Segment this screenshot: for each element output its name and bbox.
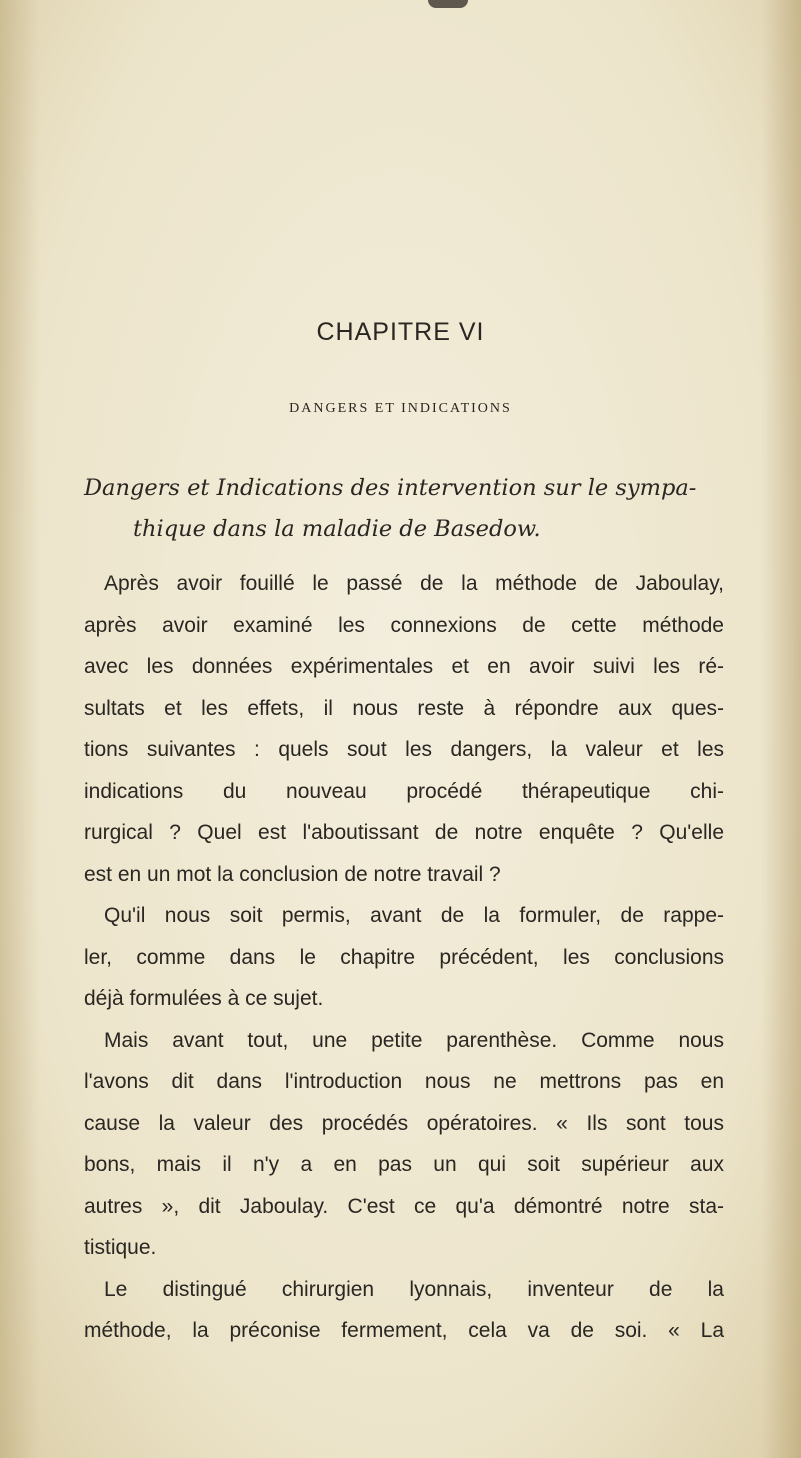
paragraph bbox=[84, 1269, 724, 1352]
text-line: est en un mot la conclusion de notre travail ? bbox=[84, 862, 501, 886]
text-line: après avoir examiné les connexions de cette méthode bbox=[84, 613, 724, 637]
body-text bbox=[84, 563, 724, 1352]
chapter-subtitle: DANGERS ET INDICATIONS bbox=[289, 401, 512, 416]
text-line: Le distingué chirurgien lyonnais, inventeur de la bbox=[104, 1277, 724, 1301]
page-edge-shadow-right bbox=[761, 0, 801, 1458]
paragraph bbox=[84, 895, 724, 1020]
text-line: Qu'il nous soit permis, avant de la formuler, de rappe- bbox=[104, 904, 724, 927]
ink-mark bbox=[428, 0, 468, 8]
heading-line: Dangers et Indications des intervention sur le sympa- bbox=[84, 475, 697, 501]
text-line: sultats et les effets, il nous reste à répondre aux ques- bbox=[84, 696, 724, 720]
page-edge-shadow-left bbox=[0, 0, 40, 1458]
section-heading bbox=[84, 468, 724, 550]
text-line: méthode, la préconise fermement, cela va de soi. « La bbox=[84, 1319, 724, 1342]
text-line: l'avons dit dans l'introduction nous ne mettrons pas en bbox=[84, 1070, 724, 1093]
heading-line: thique dans la maladie de Basedow. bbox=[133, 516, 541, 542]
text-line: tistique. bbox=[84, 1236, 157, 1259]
paragraph bbox=[84, 563, 724, 895]
text-line: avec les données expérimentales et en avoir suivi les ré- bbox=[84, 655, 724, 678]
chapter-title: CHAPITRE VI bbox=[316, 318, 485, 346]
text-line: bons, mais il n'y a en pas un qui soit supérieur aux bbox=[84, 1153, 724, 1176]
text-line: Mais avant tout, une petite parenthèse. Comme nous bbox=[104, 1028, 724, 1052]
text-line: tions suivantes : quels sout les dangers, la valeur et les bbox=[84, 738, 724, 761]
paragraph bbox=[84, 1020, 724, 1269]
text-line: cause la valeur des procédés opératoires. « Ils sont tous bbox=[84, 1111, 724, 1135]
text-line: indications du nouveau procédé thérapeutique chi- bbox=[84, 779, 724, 803]
text-line: autres », dit Jaboulay. C'est ce qu'a démontré notre sta- bbox=[84, 1194, 724, 1218]
text-line: Après avoir fouillé le passé de la méthode de Jaboulay, bbox=[104, 572, 724, 595]
text-line: déjà formulées à ce sujet. bbox=[84, 987, 324, 1010]
text-line: ler, comme dans le chapitre précédent, les conclusions bbox=[84, 945, 724, 969]
text-line: rurgical ? Quel est l'aboutissant de notre enquête ? Qu'elle bbox=[84, 821, 724, 844]
